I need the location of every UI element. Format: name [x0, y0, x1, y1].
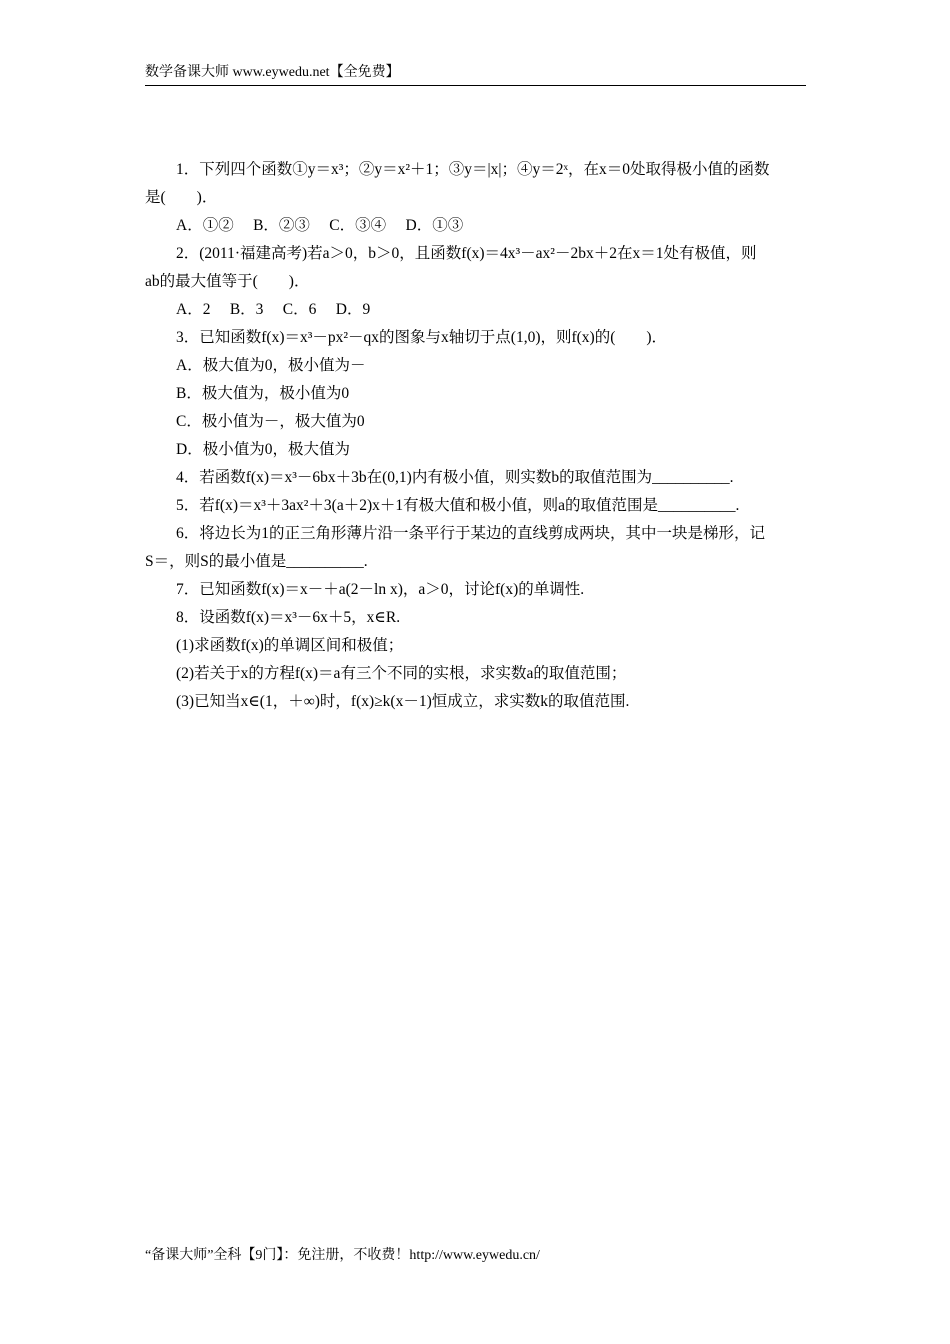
q3-stem: 3．已知函数f(x)＝x³－px²－qx的图象与x轴切于点(1,0)，则f(x)的( )．: [176, 329, 668, 346]
problem-set: [145, 158, 806, 718]
q3-option-b: B．极大值为，极小值为0: [176, 385, 350, 402]
q8-stem: 8．设函数f(x)＝x³－6x＋5，x∈R.: [176, 609, 401, 626]
q5-stem: 5．若f(x)＝x³＋3ax²＋3(a＋2)x＋1有极大值和极小值，则a的取值范围是__________.: [176, 497, 740, 514]
q2-options: A．2 B．3 C．6 D．9: [176, 301, 371, 318]
q3-option-d: D．极小值为0，极大值为: [176, 441, 350, 458]
q6-line-2: S＝，则S的最小值是__________.: [145, 553, 368, 570]
page-footer: “备课大师”全科【9门】：免注册，不收费！http://www.eywedu.cn/: [145, 1248, 540, 1263]
q1-options: A．①② B．②③ C．③④ D．①③: [176, 217, 464, 234]
q4-stem: 4．若函数f(x)＝x³－6bx＋3b在(0,1)内有极小值，则实数b的取值范围为__________.: [176, 469, 734, 486]
q1-line-1: 1．下列四个函数①y＝x³；②y＝x²＋1；③y＝|x|；④y＝2ˣ，在x＝0处取得极小值的函数: [176, 161, 770, 178]
q2-line-2: ab的最大值等于( )．: [145, 273, 310, 290]
q8-part-2: (2)若关于x的方程f(x)＝a有三个不同的实根，求实数a的取值范围；: [176, 665, 627, 682]
q8-part-1: (1)求函数f(x)的单调区间和极值；: [176, 637, 404, 654]
q8-part-3: (3)已知当x∈(1，＋∞)时，f(x)≥k(x－1)恒成立，求实数k的取值范围.: [176, 693, 630, 710]
q6-line-1: 6．将边长为1的正三角形薄片沿一条平行于某边的直线剪成两块，其中一块是梯形，记: [176, 525, 766, 542]
page-header: 数学备课大师 www.eywedu.net【全免费】: [145, 64, 806, 86]
q3-option-c: C．极小值为－，极大值为0: [176, 413, 365, 430]
q3-option-a: A．极大值为0，极小值为－: [176, 357, 366, 374]
q7-stem: 7．已知函数f(x)＝x－＋a(2－ln x)，a＞0，讨论f(x)的单调性.: [176, 581, 585, 598]
q2-line-1: 2．(2011·福建高考)若a＞0，b＞0，且函数f(x)＝4x³－ax²－2bx＋2在x＝1处有极值，则: [176, 245, 757, 262]
q1-line-2: 是( )．: [145, 189, 218, 206]
